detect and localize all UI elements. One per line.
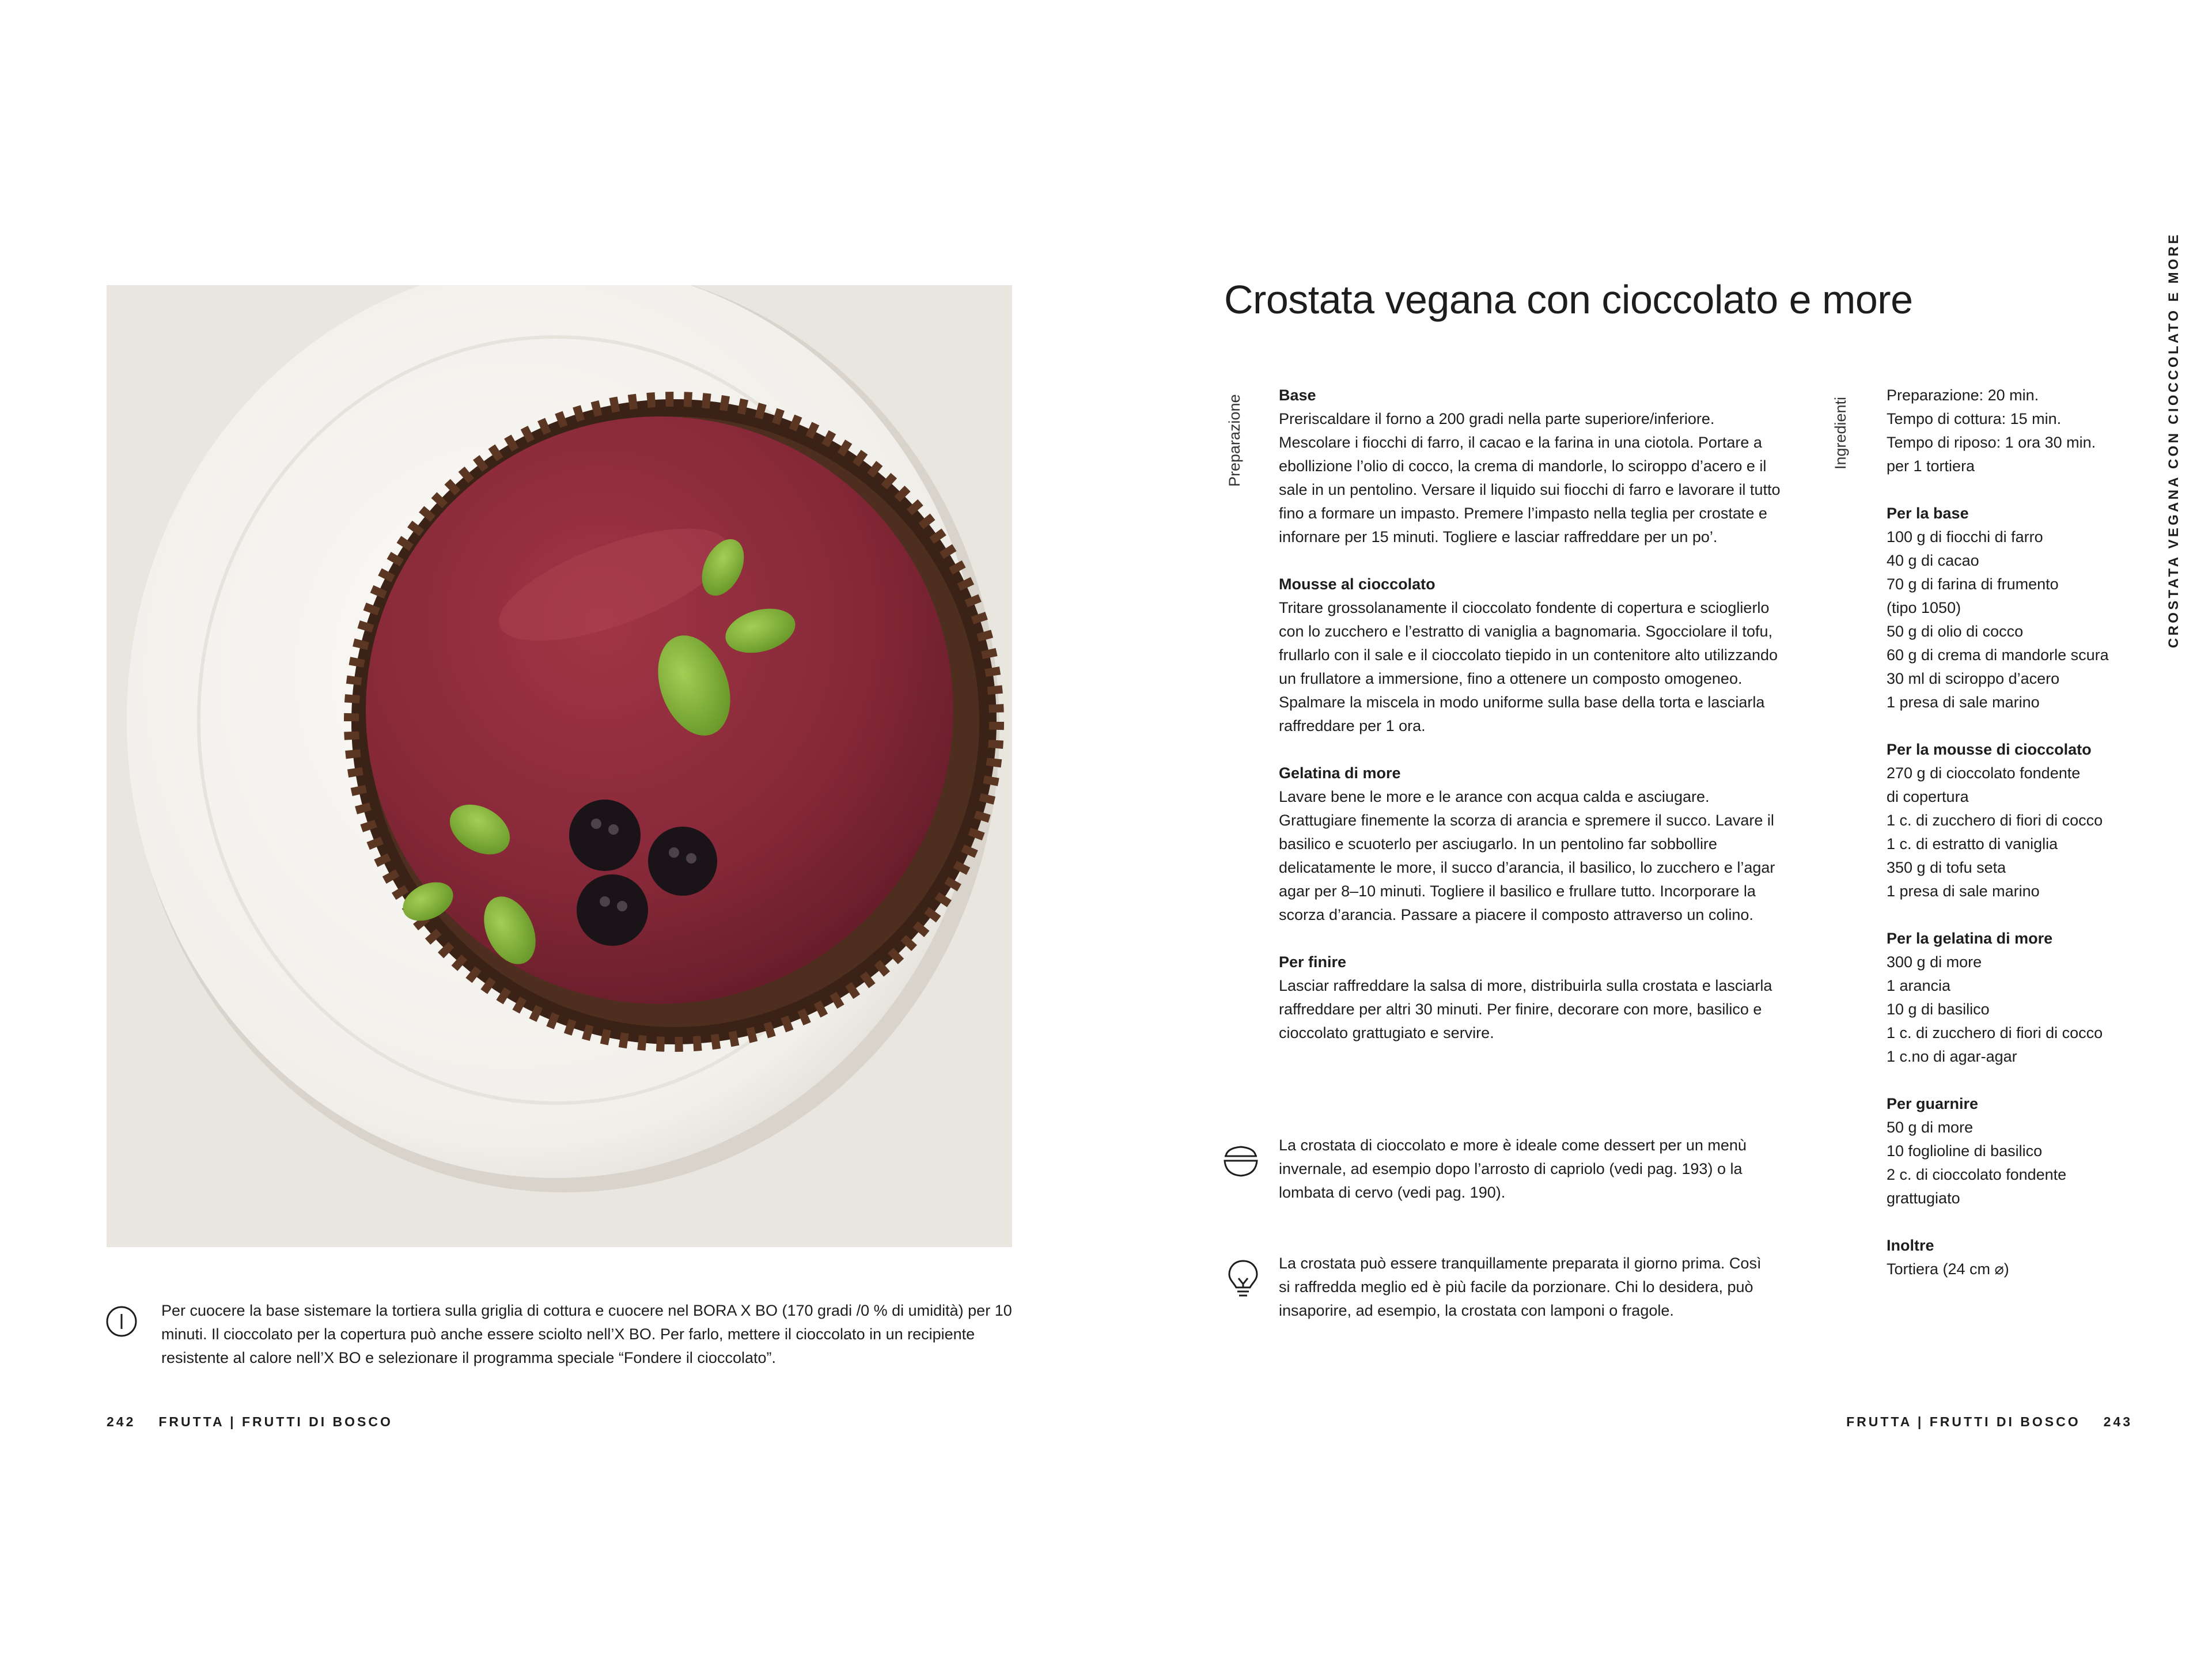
ingredient-item: 50 g di olio di cocco [1887,623,2024,640]
serving-tip: La crostata di cioccolato e more è ideale come dessert per un menù invernale, ad esempio dopo l’arrosto di capriolo (vedi pag. 193) o la lombata di cervo (vedi pag. 190). [1279,1137,1747,1201]
ingredients-label: Ingredienti [1832,396,1849,469]
time-line: Preparazione: 20 min. [1887,387,2039,404]
ingredient-group [1887,1234,2152,1281]
ingredient-group [1887,1092,2152,1210]
ingredient-item: 1 presa di sale marino [1887,882,2040,900]
serving-bowl-icon [1222,1143,1259,1184]
preparation-label: Preparazione [1226,394,1243,487]
ingredient-item: 1 c. di zucchero di fiori di cocco [1887,812,2103,829]
ingredient-item: 40 g di cacao [1887,552,1979,569]
ingredient-item: 300 g di more [1887,953,1982,971]
step-section [1279,950,1786,1045]
ingredient-item: 1 c. di zucchero di fiori di cocco [1887,1024,2103,1041]
ingredient-item: 350 g di tofu seta [1887,859,2006,876]
ingredient-item: (tipo 1050) [1887,599,1961,616]
step-text: Tritare grossolanamente il cioccolato fondente di copertura e scioglierlo con lo zucchero e l’estratto di vaniglia a bagnomaria. Sgocciolare il tofu, frullarlo con il sale e il cioccolato tiepido in un contenitore alto utilizzando un frullatore a immersione, fino a ottenere un composto omogeneo. Spalmare la miscela in modo uniforme sulla base della torta e lasciarla raffreddare per 1 ora. [1279,599,1778,734]
step-heading: Gelatina di more [1279,764,1401,782]
step-text: Lavare bene le more e le arance con acqua calda e asciugare. Grattugiare finemente la scorza di arancia e spremere il succo. Lavare il basilico e scuoterlo per asciugarlo. In un pentolino far sobbollire delicatamente le more, il succo d’arancia, il basilico, lo zucchero e l’agar agar per 8–10 minuti. Togliere il basilico e frullare tutto. Incorporare la scorza d’arancia. Passare a piacere il composto attraverso un colino. [1279,788,1775,923]
step-heading: Mousse al cioccolato [1279,575,1435,593]
section-name-left: FRUTTA | FRUTTI DI BOSCO [158,1414,393,1429]
ingredient-item: 1 c. di estratto di vaniglia [1887,835,2058,853]
ingredient-item: 2 c. di cioccolato fondente [1887,1166,2067,1183]
ingredient-item: 1 arancia [1887,977,1951,994]
ingredient-item: 100 g di fiocchi di farro [1887,528,2043,546]
ingredient-group [1887,502,2152,714]
ingredient-item: grattugiato [1887,1190,1960,1207]
page-number-right: 243 [2103,1414,2133,1429]
footer-left [107,1414,393,1430]
preparation-steps [1279,384,1786,1069]
make-ahead-tip: La crostata può essere tranquillamente preparata il giorno prima. Così si raffredda meglio ed è più facile da porzionare. Chi lo desidera, può insaporire, ad esempio, la crostata con lamponi o fragole. [1279,1255,1762,1319]
time-line: Tempo di riposo: 1 ora 30 min. [1887,434,2096,451]
ingredient-group-heading: Per guarnire [1887,1095,1979,1112]
ingredient-group [1887,738,2152,903]
step-text: Preriscaldare il forno a 200 gradi nella parte superiore/inferiore. Mescolare i fiocchi di farro, il cacao e la farina in una ciotola. Portare a ebollizione l’olio di cocco, la crema di mandorle, lo sciroppo d’acero e il sale in un pentolino. Versare il liquido sui fiocchi di farro e lavorare il tutto fino a formare un impasto. Premere l’impasto nella teglia per crostate e infornare per 15 minuti. Togliere e lasciar raffreddare per un po’. [1279,410,1781,546]
info-icon [105,1305,138,1338]
ingredient-item: Tortiera (24 cm ⌀) [1887,1260,2009,1278]
ingredient-item: 50 g di more [1887,1119,1974,1136]
step-heading: Per finire [1279,953,1347,971]
ingredient-item: 60 g di crema di mandorle scura [1887,646,2109,664]
ingredients-column [1887,384,2152,1305]
page-number-left: 242 [107,1414,136,1429]
time-info [1887,384,2152,478]
time-line: Tempo di cottura: 15 min. [1887,410,2062,427]
chapter-side-tab: CROSTATA VEGANA CON CIOCCOLATO E MORE [2166,232,2181,648]
recipe-title: Crostata vegana con cioccolato e more [1224,277,1913,322]
ingredient-group-heading: Per la base [1887,505,1969,522]
step-section [1279,762,1786,927]
step-text: Lasciar raffreddare la salsa di more, distribuirla sulla crostata e lasciarla raffreddare per altri 30 minuti. Per finire, decorare con more, basilico e cioccolato grattugiato e servire. [1279,977,1772,1041]
section-name-right: FRUTTA | FRUTTI DI BOSCO [1846,1414,2081,1429]
ingredient-item: 70 g di farina di frumento [1887,575,2059,593]
ingredient-item: 10 g di basilico [1887,1001,1990,1018]
cooking-tip-note: Per cuocere la base sistemare la tortiera sulla griglia di cottura e cuocere nel BORA X BO (170 gradi /0 % di umidità) per 10 minuti. Il cioccolato per la copertura può anche essere sciolto nell’X BO. Per farlo, mettere il cioccolato in un recipiente resistente al calore nell’X BO e selezionare il programma speciale “Fondere il cioccolato”. [161,1302,1012,1366]
ingredient-group [1887,927,2152,1069]
step-section [1279,573,1786,738]
ingredient-item: 1 c.no di agar-agar [1887,1048,2017,1065]
footer-right [1846,1414,2133,1430]
lightbulb-icon [1225,1259,1262,1299]
step-heading: Base [1279,387,1316,404]
ingredient-item: 30 ml di sciroppo d’acero [1887,670,2060,687]
tart-photo [107,285,1012,1247]
ingredient-item: 10 foglioline di basilico [1887,1142,2043,1160]
ingredient-group-heading: Per la gelatina di more [1887,930,2053,947]
ingredient-group-heading: Inoltre [1887,1237,1934,1254]
time-line: per 1 tortiera [1887,457,1975,475]
berry-jelly [366,416,953,1004]
ingredient-group-heading: Per la mousse di cioccolato [1887,741,2092,758]
ingredient-item: 270 g di cioccolato fondente [1887,764,2081,782]
ingredient-item: 1 presa di sale marino [1887,694,2040,711]
ingredient-item: di copertura [1887,788,1969,805]
step-section [1279,384,1786,549]
